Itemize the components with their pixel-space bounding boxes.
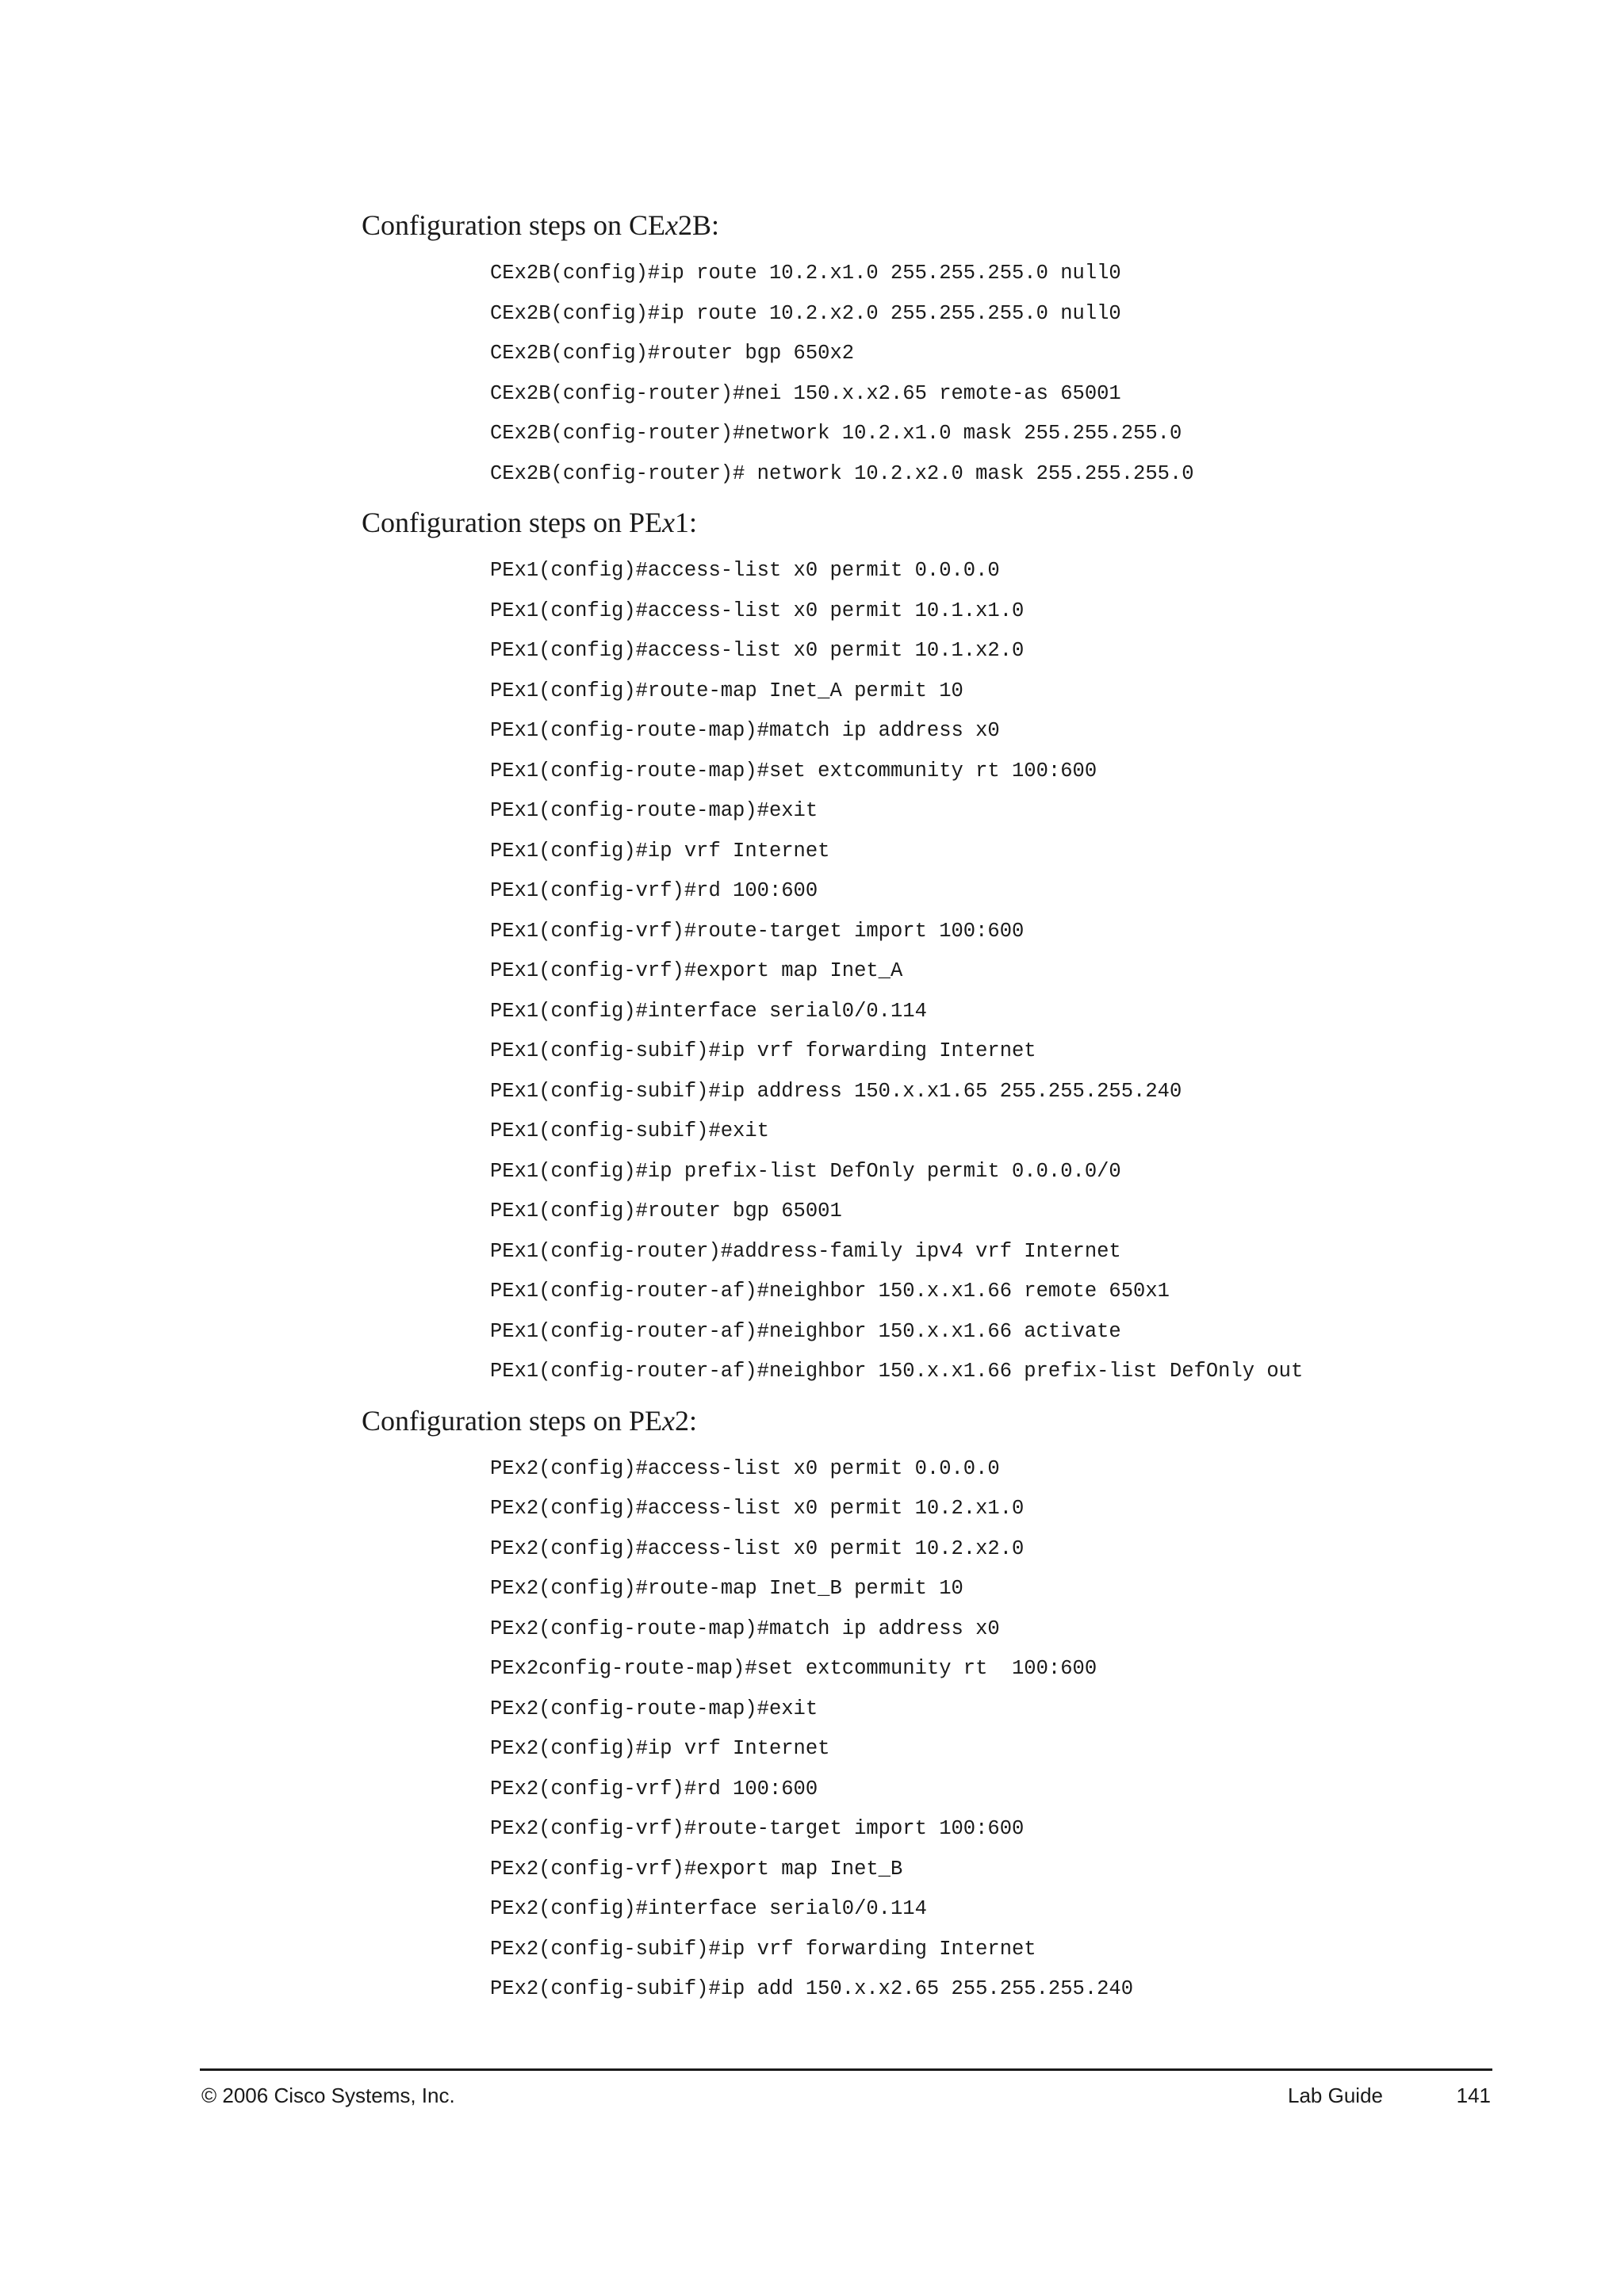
section-heading <box>362 505 1535 540</box>
code-line: PEx1(config-router)#address-family ipv4 vrf Internet <box>490 1239 1121 1263</box>
code-line: PEx2(config)#access-list x0 permit 10.2.x1.0 <box>490 1497 1025 1520</box>
code-line: PEx1(config)#access-list x0 permit 10.1.x1.0 <box>490 599 1025 622</box>
code-line: PEx2(config-route-map)#exit <box>490 1697 818 1720</box>
footer-copyright: © 2006 Cisco Systems, Inc. <box>201 2084 455 2107</box>
section-cex2b <box>362 208 1535 494</box>
code-line: PEx1(config-router-af)#neighbor 150.x.x1.66 prefix-list DefOnly out <box>490 1360 1304 1383</box>
section-heading <box>362 1403 1535 1438</box>
code-line: CEx2B(config-router)#nei 150.x.x2.65 remote-as 65001 <box>490 381 1121 405</box>
code-line: PEx2(config-subif)#ip vrf forwarding Internet <box>490 1937 1036 1961</box>
code-line: PEx2(config)#interface serial0/0.114 <box>490 1897 927 1920</box>
code-line: PEx1(config-vrf)#route-target import 100:600 <box>490 919 1025 943</box>
code-line: PEx2(config)#ip vrf Internet <box>490 1737 830 1760</box>
code-line: PEx2(config)#access-list x0 permit 10.2.x2.0 <box>490 1536 1025 1560</box>
section-pex1 <box>362 505 1535 1392</box>
code-line: PEx2(config-subif)#ip add 150.x.x2.65 255.255.255.240 <box>490 1977 1134 2000</box>
code-line: PEx2(config-vrf)#rd 100:600 <box>490 1777 818 1800</box>
code-line: PEx2(config-vrf)#route-target import 100:600 <box>490 1817 1025 1840</box>
code-line: CEx2B(config)#router bgp 650x2 <box>490 342 855 365</box>
code-line: PEx1(config-route-map)#exit <box>490 799 818 822</box>
code-block <box>490 551 1535 1392</box>
code-line: PEx1(config-subif)#ip address 150.x.x1.65 255.255.255.240 <box>490 1079 1182 1103</box>
section-pex2 <box>362 1403 1535 2010</box>
page-footer <box>201 2081 1491 2110</box>
code-line: PEx1(config)#ip vrf Internet <box>490 839 830 863</box>
code-line: PEx1(config)#interface serial0/0.114 <box>490 999 927 1023</box>
code-line: CEx2B(config)#ip route 10.2.x2.0 255.255.255.0 null0 <box>490 301 1121 325</box>
code-line: CEx2B(config)#ip route 10.2.x1.0 255.255.255.0 null0 <box>490 262 1121 285</box>
code-line: PEx1(config-route-map)#set extcommunity rt 100:600 <box>490 759 1097 783</box>
code-line: PEx1(config-router-af)#neighbor 150.x.x1.66 activate <box>490 1319 1121 1343</box>
heading-suffix: 2B: <box>677 209 719 241</box>
code-line: PEx1(config)#router bgp 65001 <box>490 1200 842 1223</box>
code-line: PEx1(config-router-af)#neighbor 150.x.x1.66 remote 650x1 <box>490 1280 1170 1303</box>
heading-prefix: Configuration steps on PE <box>362 507 662 538</box>
heading-variable: x <box>661 507 675 538</box>
code-line: CEx2B(config-router)# network 10.2.x2.0 mask 255.255.255.0 <box>490 461 1194 485</box>
code-block <box>490 1449 1535 2010</box>
heading-suffix: 1: <box>674 507 697 538</box>
code-line: PEx1(config-route-map)#match ip address x0 <box>490 719 1000 742</box>
code-line: PEx1(config-vrf)#export map Inet_A <box>490 959 903 982</box>
code-line: PEx1(config)#access-list x0 permit 0.0.0.0 <box>490 559 1000 582</box>
code-line: PEx1(config)#access-list x0 permit 10.1.x2.0 <box>490 639 1025 662</box>
code-block <box>490 254 1535 494</box>
footer-guide-label: Lab Guide <box>1288 2084 1383 2107</box>
code-line: PEx2(config-vrf)#export map Inet_B <box>490 1857 903 1881</box>
code-line: PEx1(config)#ip prefix-list DefOnly permit 0.0.0.0/0 <box>490 1159 1121 1183</box>
heading-prefix: Configuration steps on CE <box>362 209 665 241</box>
code-line: PEx1(config-subif)#exit <box>490 1119 769 1142</box>
code-line: PEx1(config)#route-map Inet_A permit 10 <box>490 679 963 702</box>
heading-variable: x <box>665 209 678 241</box>
footer-page-number: 141 <box>1456 2084 1491 2107</box>
code-line: PEx2(config)#access-list x0 permit 0.0.0.0 <box>490 1456 1000 1480</box>
heading-prefix: Configuration steps on PE <box>362 1404 662 1437</box>
code-line: CEx2B(config-router)#network 10.2.x1.0 mask 255.255.255.0 <box>490 422 1182 445</box>
section-heading <box>362 208 1535 243</box>
heading-variable: x <box>661 1404 675 1437</box>
code-line: PEx2config-route-map)#set extcommunity rt 100:600 <box>490 1657 1097 1680</box>
code-line: PEx1(config-vrf)#rd 100:600 <box>490 879 818 902</box>
document-body <box>362 208 1535 2010</box>
footer-divider <box>200 2068 1492 2071</box>
code-line: PEx1(config-subif)#ip vrf forwarding Internet <box>490 1039 1036 1062</box>
code-line: PEx2(config-route-map)#match ip address x0 <box>490 1617 1000 1640</box>
code-line: PEx2(config)#route-map Inet_B permit 10 <box>490 1577 963 1600</box>
heading-suffix: 2: <box>674 1404 697 1437</box>
